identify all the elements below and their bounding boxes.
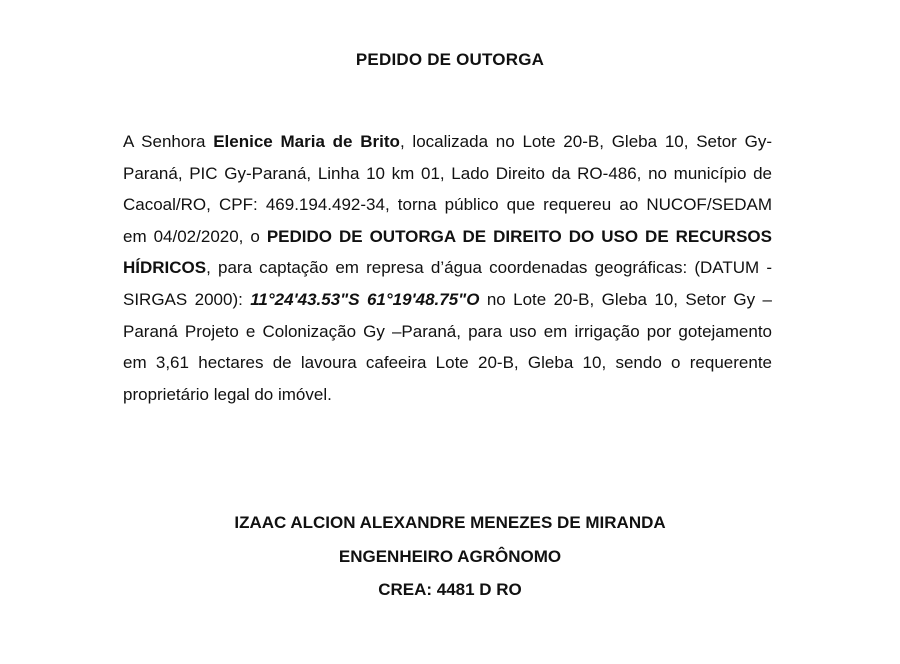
body-text-segment: , para captação em represa d’água coordenadas geográficas: (DATUM - SIRGAS 2000): (123, 258, 772, 309)
body-paragraph (123, 126, 772, 410)
longitude-coordinate: 61°19'48.75"O (366, 289, 480, 309)
document-title: PEDIDO DE OUTORGA (355, 50, 545, 69)
signatory-role: ENGENHEIRO AGRÔNOMO (338, 547, 562, 566)
body-text-segment: no Lote 20-B, Gleba 10, Setor Gy – Paraná Projeto e Colonização Gy –Paraná, para uso em irrigação por gotejamento em 3,61 hectares de lavoura cafeeira Lote 20-B, Gleba 10, sendo o requerente proprietário legal do imóvel. (123, 289, 772, 404)
body-text-segment (360, 290, 367, 309)
requester-name: Elenice Maria de Brito (213, 132, 400, 151)
signatory-name: IZAAC ALCION ALEXANDRE MENEZES DE MIRANDA (234, 513, 666, 532)
latitude-coordinate: 11°24'43.53"S (250, 289, 360, 309)
request-type: PEDIDO DE OUTORGA DE DIREITO DO USO DE RECURSOS HÍDRICOS (123, 226, 772, 278)
signatory-registry: CREA: 4481 D RO (378, 580, 522, 599)
body-text-segment: , localizada no Lote 20-B, Gleba 10, Setor Gy-Paraná, PIC Gy-Paraná, Linha 10 km 01, Lado Direito da RO-486, no município de Cacoal/RO, CPF: 469.194.492-34, torna público que requereu ao NUCOF/SEDAM em 04/02/2020, o (123, 132, 772, 246)
body-text-segment: A Senhora (123, 132, 214, 151)
